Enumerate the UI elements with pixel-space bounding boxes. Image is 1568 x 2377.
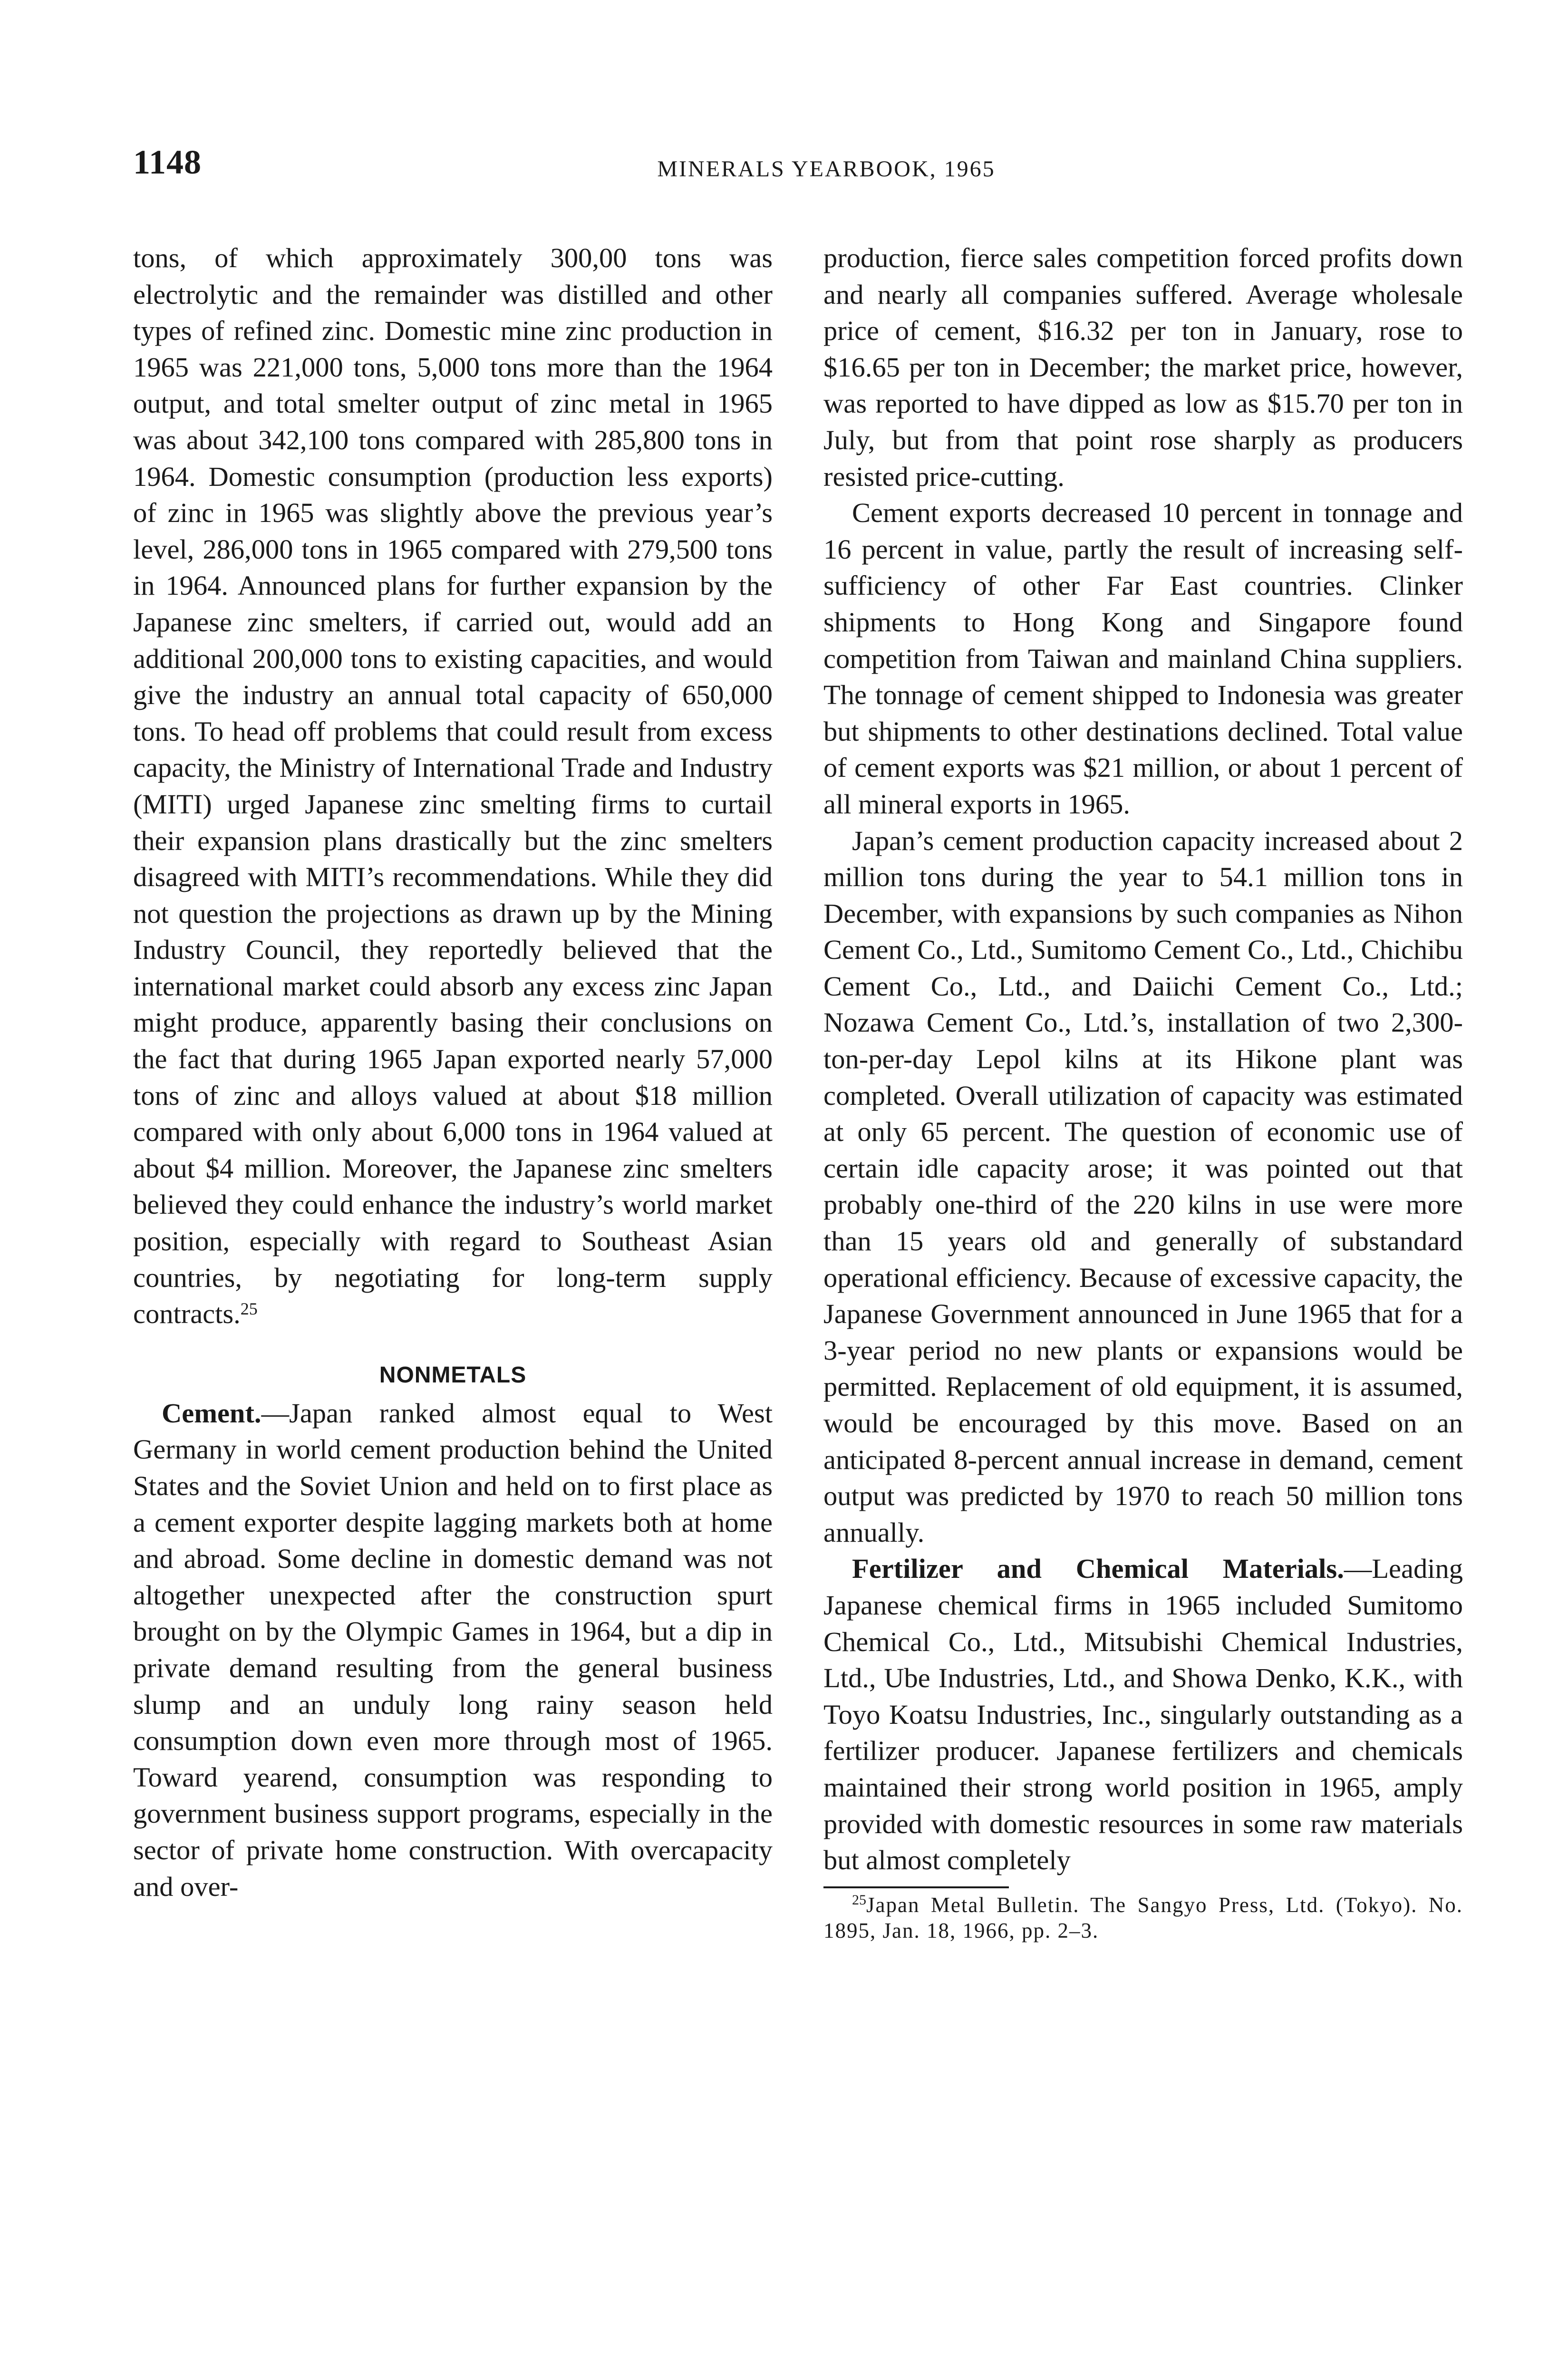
paragraph (133, 240, 773, 1333)
paragraph: Cement exports decreased 10 percent in tonnage and 16 percent in value, partly the result of increasing self-sufficiency of other Far East countries. Clinker shipments to Hong Kong and Singapore found competition from Taiwan and mainland China suppliers. The tonnage of cement shipped to Indonesia was greater but shipments to other destinations declined. Total value of cement exports was $21 million, or about 1 percent of all mineral exports in 1965. (823, 497, 1463, 820)
right-column (823, 240, 1463, 1943)
paragraph (823, 1551, 1463, 1878)
footnote (823, 1892, 1463, 1943)
footnote-text: Japan Metal Bulletin. The Sangyo Press, Ltd. (Tokyo). No. 1895, Jan. 18, 1966, pp. 2–3. (823, 1893, 1463, 1942)
section-heading: NONMETALS (379, 1362, 527, 1388)
paragraph: Japan’s cement production capacity increased about 2 million tons during the year to 54.1 million tons in December, with expansions by such companies as Nihon Cement Co., Ltd., Sumitomo Cement Co., Ltd., Chichibu Cement Co., Ltd., and Daiichi Cement Co., Ltd.; Nozawa Cement Co., Ltd.’s, installation of two 2,300-ton-per-day Lepol kilns at its Hikone plant was completed. Overall utilization of capacity was estimated at only 65 percent. The question of economic use of certain idle capacity arose; it was pointed out that probably one-third of the 220 kilns in use were more than 15 years old and generally of substandard operational efficiency. Because of excessive capacity, the Japanese Government announced in June 1965 that for a 3-year period no new plants or expansions would be permitted. Replacement of old equipment, it is assumed, would be encouraged by this move. Based on an anticipated 8-percent annual increase in demand, cement output was predicted by 1970 to reach 50 million tons annually. (823, 825, 1463, 1548)
paragraph-text: —Leading Japanese chemical firms in 1965 included Sumitomo Chemical Co., Ltd., Mitsubishi Chemical Industries, Ltd., Ube Industries, Ltd., and Showa Denko, K.K., with Toyo Koatsu Industries, Inc., singularly outstanding as a fertilizer producer. Japanese fertilizers and chemicals maintained their strong world position in 1965, amply provided with domestic resources in some raw materials but almost completely (823, 1553, 1463, 1876)
left-column (133, 240, 773, 1905)
run-in-heading: Fertilizer and Chemical Materials. (852, 1553, 1344, 1585)
paragraph-text: tons, of which approximately 300,00 tons was electrolytic and the remainder was distilled and other types of refined zinc. Domestic mine zinc production in 1965 was 221,000 tons, 5,000 tons more than the 1964 output, and total smelter output of zinc metal in 1965 was about 342,100 tons compared with 285,800 tons in 1964. Domestic consumption (production less exports) of zinc in 1965 was slightly above the previous year’s level, 286,000 tons in 1965 compared with 279,500 tons in 1964. Announced plans for further expansion by the Japanese zinc smelters, if carried out, would add an additional 200,000 tons to existing capacities, and would give the industry an annual total capacity of 650,000 tons. To head off problems that could result from excess capacity, the Ministry of International Trade and Industry (MITI) urged Japanese zinc smelting firms to curtail their expansion plans drastically but the zinc smelters disagreed with MITI’s recommendations. While they did not question the projections as drawn up by the Mining Industry Council, they reportedly believed that the international market could absorb any excess zinc Japan might produce, apparently basing their conclusions on the fact that during 1965 Japan exported nearly 57,000 tons of zinc and alloys valued at about $18 million compared with only about 6,000 tons in 1964 valued at about $4 million. Moreover, the Japanese zinc smelters believed they could enhance the industry’s world market position, especially with regard to Southeast Asian countries, by negotiating for long-term supply contracts. (133, 242, 773, 1330)
page-number: 1148 (133, 143, 202, 181)
footnote-reference: 25 (240, 1299, 258, 1319)
footnote-mark: 25 (852, 1892, 866, 1908)
paragraph (133, 1395, 773, 1905)
run-in-heading: Cement. (162, 1397, 261, 1429)
paragraph-text: —Japan ranked almost equal to West Germany in world cement production behind the United States and the Soviet Union and held on to first place as a cement exporter despite lagging markets both at home and abroad. Some decline in domestic demand was not altogether unexpected after the construction spurt brought on by the Olympic Games in 1964, but a dip in private demand resulting from the general business slump and an unduly long rainy season held consumption down even more through most of 1965. Toward yearend, consumption was responding to government business support programs, especially in the sector of private home construction. With overcapacity and over- (133, 1397, 773, 1902)
page-header (133, 143, 1462, 185)
paragraph: production, fierce sales competition forced profits down and nearly all companies suffered. Average wholesale price of cement, $16.32 per ton in January, rose to $16.65 per ton in December; the market price, however, was reported to have dipped as low as $15.70 per ton in July, but from that point rose sharply as producers resisted price-cutting. (823, 242, 1463, 492)
footnote-rule (823, 1886, 1009, 1888)
running-head: MINERALS YEARBOOK, 1965 (657, 156, 996, 182)
